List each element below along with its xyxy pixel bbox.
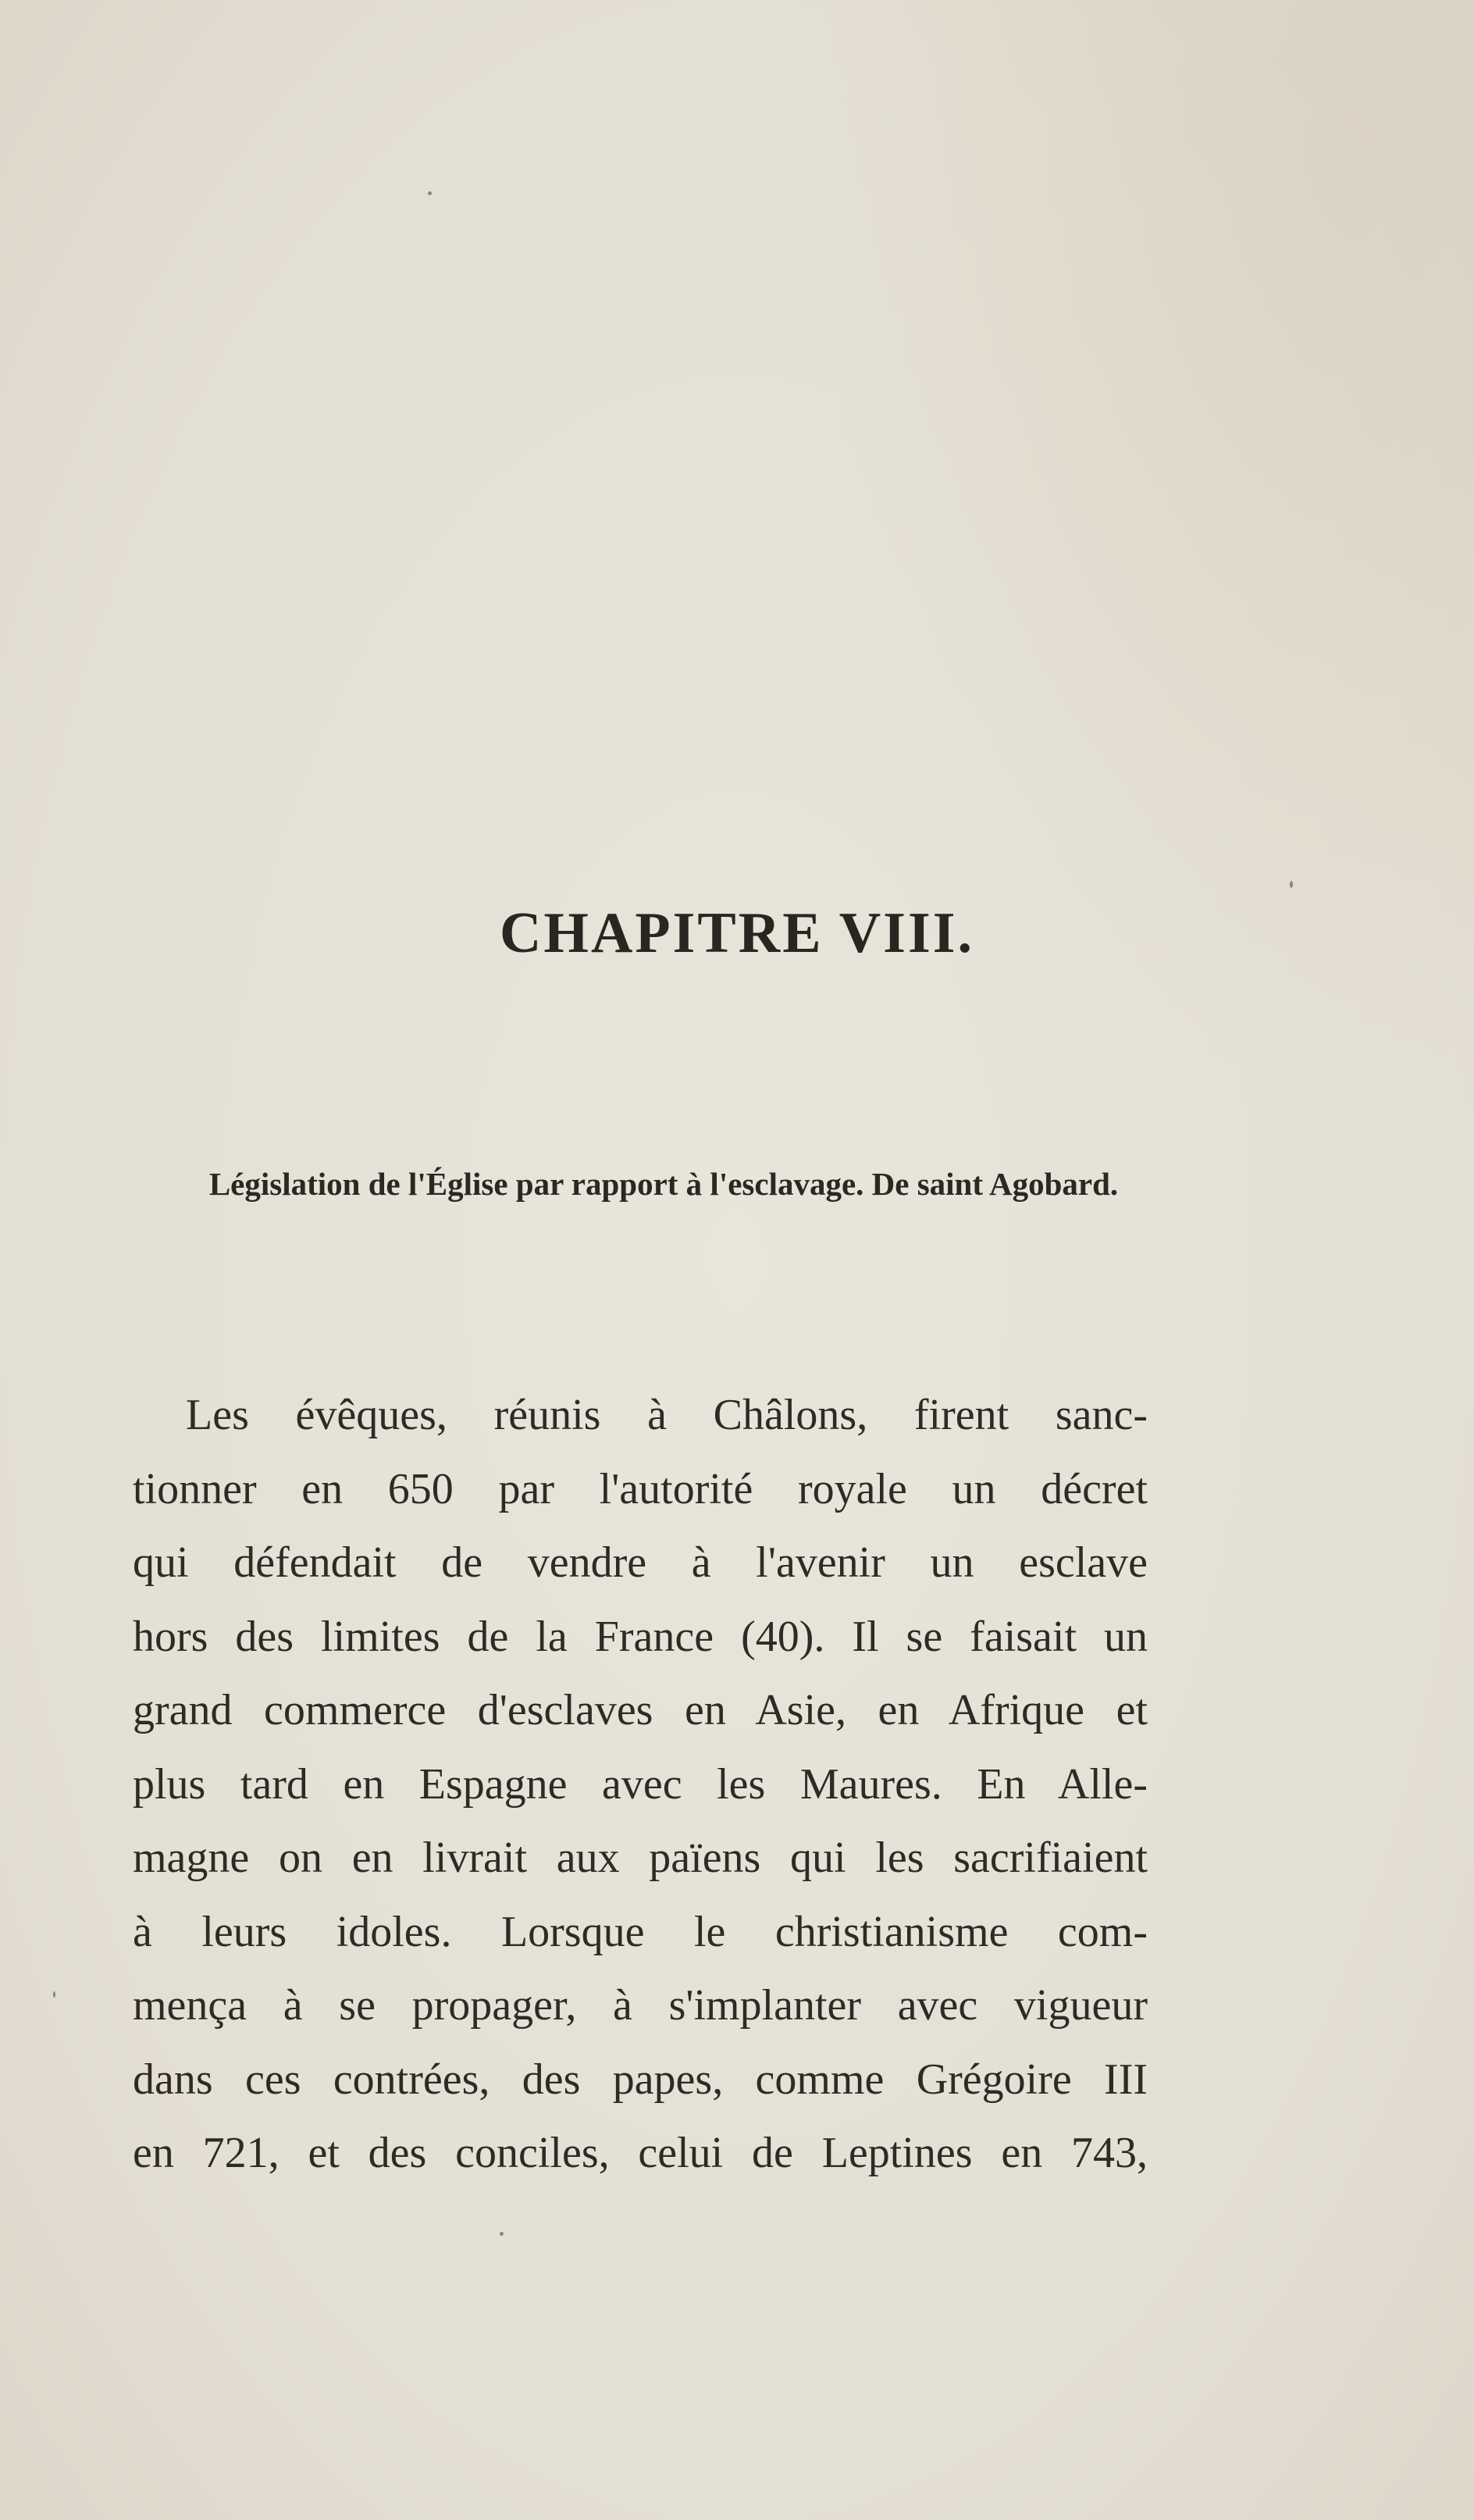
text-line: qui défendait de vendre à l'avenir un esclave [133,1538,1148,1587]
ink-speck [1290,881,1293,888]
text-line: à leurs idoles. Lorsque le christianisme com- [133,1907,1148,1956]
ink-speck [500,2232,504,2236]
chapter-subtitle: Législation de l'Église par rapport à l'esclavage. De saint Agobard. [208,1166,1119,1202]
body-paragraph [133,1378,1148,2190]
text-line: magne on en livrait aux païens qui les sacrifiaient [133,1834,1148,1882]
text-line: hors des limites de la France (40). Il se faisait un [133,1612,1148,1661]
text-line: plus tard en Espagne avec les Maures. En Alle- [133,1759,1148,1809]
ink-speck [53,1991,55,1998]
ink-speck [428,191,432,195]
text-line: grand commerce d'esclaves en Asie, en Afrique et [133,1686,1148,1734]
chapter-title: CHAPITRE VIII. [499,901,975,965]
text-line: tionner en 650 par l'autorité royale un décret [133,1464,1148,1513]
text-line: mença à se propager, à s'implanter avec vigueur [133,1981,1148,2030]
text-line: Les évêques, réunis à Châlons, firent sanc- [186,1391,1148,1439]
text-line: dans ces contrées, des papes, comme Grégoire III [133,2055,1148,2104]
text-line: en 721, et des conciles, celui de Leptines en 743, [133,2129,1148,2177]
